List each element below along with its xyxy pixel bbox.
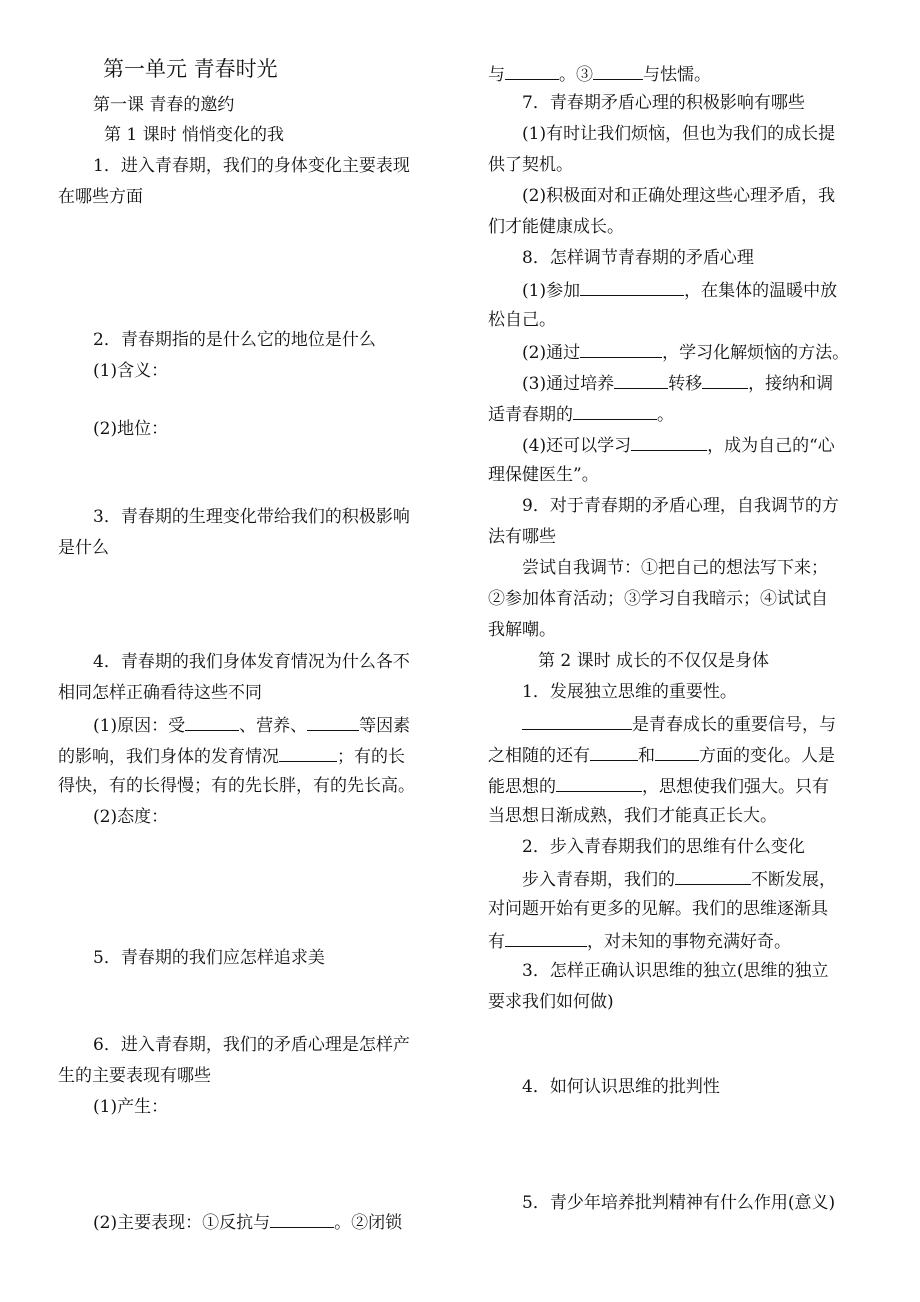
p2-q1-text3: 和 [638, 746, 655, 766]
fill-blank[interactable] [307, 713, 359, 731]
q8-heading: 8．怎样调节青春期的矛盾心理 [522, 248, 754, 268]
q7-heading: 7．青春期矛盾心理的积极影响有哪些 [522, 93, 805, 113]
q8-p3-text3: ，接纳和调 [748, 374, 834, 394]
p2-q2-line1 [522, 867, 836, 891]
fill-blank[interactable] [614, 371, 668, 389]
p2-q1-line4: 当思想日渐成熟，我们才能真正长大。 [488, 806, 777, 826]
q5-heading: 5．青春期的我们应怎样追求美 [93, 948, 325, 968]
q8-point3-line2 [488, 402, 674, 426]
q4-reason-text4: 的影响，我们身体的发育情况 [58, 747, 279, 767]
q7-point2-line2: 们才能健康成长。 [488, 217, 624, 237]
fill-blank[interactable] [655, 743, 699, 761]
q8-p3-text4: 适青春期的 [488, 405, 573, 425]
q8-p2-text1: (2)通过 [522, 343, 581, 363]
fill-blank[interactable] [593, 62, 643, 80]
q4-reason-line1 [93, 713, 410, 737]
q2-heading: 2．青春期指的是什么它的地位是什么 [93, 330, 376, 350]
p2-q1-text5: 能思想的 [488, 777, 556, 797]
p2-q4-heading: 4．如何认识思维的批判性 [522, 1077, 720, 1097]
p2-q1-text1: 是青春成长的重要信号，与 [632, 715, 836, 735]
fill-blank[interactable] [590, 743, 638, 761]
p2-q2-text1: 步入青春期，我们的 [522, 870, 675, 890]
q8-point4-line2: 理保健医生”。 [488, 465, 599, 485]
q4-line2: 相同怎样正确看待这些不同 [58, 683, 262, 703]
q8-point4-line1 [522, 433, 835, 457]
q9-line2: 法有哪些 [488, 527, 556, 547]
q1-line1: 1．进入青春期，我们的身体变化主要表现 [93, 156, 410, 176]
q4-reason-text1: (1)原因：受 [93, 716, 186, 736]
p2-q2-line2: 对问题开始有更多的见解。我们的思维逐渐具 [488, 899, 828, 919]
q8-point2 [522, 340, 849, 364]
q6-manifest [93, 1210, 402, 1234]
q8-p3-text5: 。 [657, 405, 674, 425]
fill-blank[interactable] [522, 712, 632, 730]
fill-blank[interactable] [702, 371, 748, 389]
fill-blank[interactable] [556, 774, 642, 792]
q7-point2-line1: (2)积极面对和正确处理这些心理矛盾，我 [522, 186, 836, 206]
q4-reason-line3: 得快，有的长得慢；有的先长胖，有的先长高。 [58, 776, 415, 796]
fill-blank[interactable] [505, 62, 559, 80]
q8-p4-text2: ，成为自己的“心 [707, 436, 835, 456]
period1-title: 第 1 课时 悄悄变化的我 [104, 125, 285, 145]
p2-q1-line3 [488, 774, 829, 798]
q9-answer-line1: 尝试自我调节：①把自己的想法写下来； [522, 558, 828, 578]
q8-point1-line1 [522, 278, 837, 302]
q9-answer-line3: 我解嘲。 [488, 620, 556, 640]
fill-blank[interactable] [573, 402, 657, 420]
q8-p3-text1: (3)通过培养 [522, 374, 615, 394]
q3-line1: 3．青春期的生理变化带给我们的积极影响 [93, 507, 410, 527]
fill-blank[interactable] [185, 713, 239, 731]
q8-p3-text2: 转移 [668, 374, 703, 394]
q8-p2-text2: ，学习化解烦恼的方法。 [662, 343, 850, 363]
p2-q5-heading: 5．青少年培养批判精神有什么作用(意义) [522, 1193, 836, 1213]
lesson-title: 第一课 青春的邀约 [93, 95, 235, 115]
q8-point3-line1 [522, 371, 833, 395]
p2-q1-heading: 1．发展独立思维的重要性。 [522, 682, 737, 702]
p2-q1-line1 [522, 712, 836, 736]
p2-q1-text6: ，思想使我们强大。只有 [642, 777, 829, 797]
q7-point1-line1: (1)有时让我们烦恼，但也为我们的成长提 [522, 124, 836, 144]
p2-q2-line3 [488, 929, 791, 953]
q8-p1-text1: (1)参加 [522, 281, 581, 301]
q8-p4-text1: (4)还可以学习 [522, 436, 632, 456]
fill-blank[interactable] [580, 278, 684, 296]
fill-blank[interactable] [675, 867, 751, 885]
q9-line1: 9．对于青春期的矛盾心理，自我调节的方 [522, 496, 839, 516]
unit-title: 第一单元 青春时光 [103, 57, 278, 81]
q6-continued [488, 62, 711, 86]
fill-blank[interactable] [279, 744, 337, 762]
q4-line1: 4．青春期的我们身体发育情况为什么各不 [93, 652, 410, 672]
q8-point1-line2: 松自己。 [488, 310, 556, 330]
fill-blank[interactable] [505, 929, 587, 947]
p2-q2-text3: 有 [488, 932, 505, 952]
p2-q2-text4: ，对未知的事物充满好奇。 [587, 932, 791, 952]
period2-title: 第 2 课时 成长的不仅仅是身体 [538, 651, 770, 671]
q6-origin: (1)产生： [93, 1097, 169, 1117]
fill-blank[interactable] [631, 433, 707, 451]
q4-reason-text3: 等因素 [359, 716, 411, 736]
q4-reason-text2: 、营养、 [239, 716, 308, 736]
p2-q3-line1: 3．怎样正确认识思维的独立(思维的独立 [522, 961, 829, 981]
q4-reason-text5: ；有的长 [337, 747, 405, 767]
p2-q1-text2: 之相随的还有 [488, 746, 590, 766]
p2-q3-line2: 要求我们如何做) [488, 992, 614, 1012]
q9-answer-line2: ②参加体育活动；③学习自我暗示；④试试自 [488, 589, 828, 609]
q8-p1-text2: ，在集体的温暖中放 [684, 281, 838, 301]
q7-point1-line2: 供了契机。 [488, 155, 573, 175]
p2-q1-line2 [488, 743, 835, 767]
p2-q1-text4: 方面的变化。人是 [699, 746, 835, 766]
q4-reason-line2 [58, 744, 405, 768]
fill-blank[interactable] [580, 340, 662, 358]
q6-manifest-text1: (2)主要表现：①反抗与 [93, 1213, 271, 1233]
q2-status: (2)地位： [93, 419, 169, 439]
q6-cont-text3: 与怯懦。 [643, 65, 711, 85]
fill-blank[interactable] [270, 1210, 334, 1228]
q4-attitude: (2)态度： [93, 807, 169, 827]
q6-cont-text1: 与 [488, 65, 505, 85]
q2-meaning: (1)含义： [93, 361, 169, 381]
q3-line2: 是什么 [58, 538, 109, 558]
p2-q2-heading: 2．步入青春期我们的思维有什么变化 [522, 837, 805, 857]
q6-line1: 6．进入青春期，我们的矛盾心理是怎样产 [93, 1035, 410, 1055]
q6-line2: 生的主要表现有哪些 [58, 1066, 211, 1086]
p2-q2-text2: 不断发展， [751, 870, 836, 890]
q1-line2: 在哪些方面 [58, 187, 143, 207]
q6-cont-text2: 。③ [559, 65, 593, 85]
q6-manifest-text2: 。②闭锁 [334, 1213, 403, 1233]
